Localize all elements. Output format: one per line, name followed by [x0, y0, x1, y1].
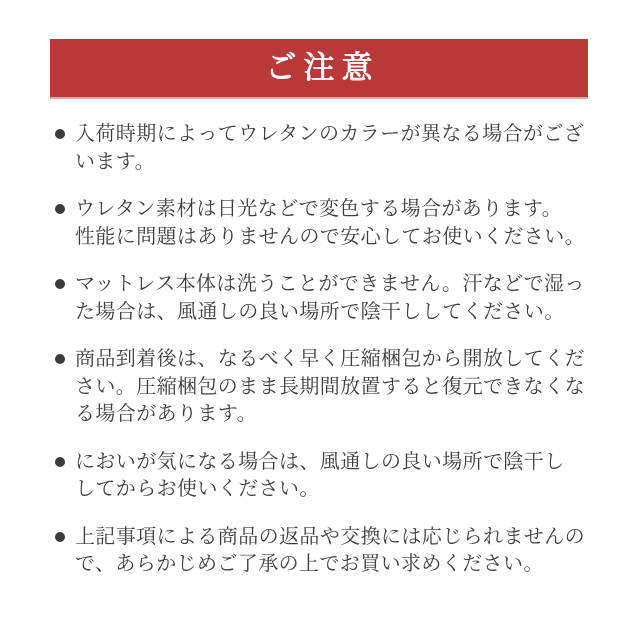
notice-list-item — [55, 120, 595, 175]
notice-list-item — [55, 195, 595, 250]
bullet-icon — [55, 129, 65, 139]
bullet-icon — [55, 204, 65, 214]
notice-item-text: においが気になる場合は、風通しの良い場所で陰干し してからお使いください。 — [75, 448, 565, 500]
bullet-icon — [55, 532, 65, 542]
bullet-icon — [55, 279, 65, 289]
bullet-icon — [55, 457, 65, 467]
notice-item-text: マットレス本体は洗うことができません。汗などで湿っ た場合は、風通しの良い場所で陰干ししてください。 — [75, 271, 585, 323]
notice-list-item — [55, 270, 595, 325]
notice-item-text: 入荷時期によってウレタンのカラーが異なる場合がござ います。 — [75, 121, 585, 173]
notice-list-item — [55, 345, 595, 428]
notice-item-text: 商品到着後は、なるべく早く圧縮梱包から開放してくだ さい。圧縮梱包のまま長期間放置すると復元できなくな る場合があります。 — [75, 346, 585, 425]
bullet-icon — [55, 354, 65, 364]
notice-list-item — [55, 523, 595, 578]
caution-banner — [50, 39, 588, 97]
notice-list-item — [55, 448, 595, 503]
caution-title: ご注意 — [265, 49, 380, 86]
notice-list — [55, 120, 595, 598]
notice-item-text: 上記事項による商品の返品や交換には応じられませんの で、あらかじめご了承の上でお買い求めください。 — [75, 523, 585, 575]
notice-item-text: ウレタン素材は日光などで変色する場合があります。 性能に問題はありませんので安心してお使いください。 — [75, 196, 585, 248]
